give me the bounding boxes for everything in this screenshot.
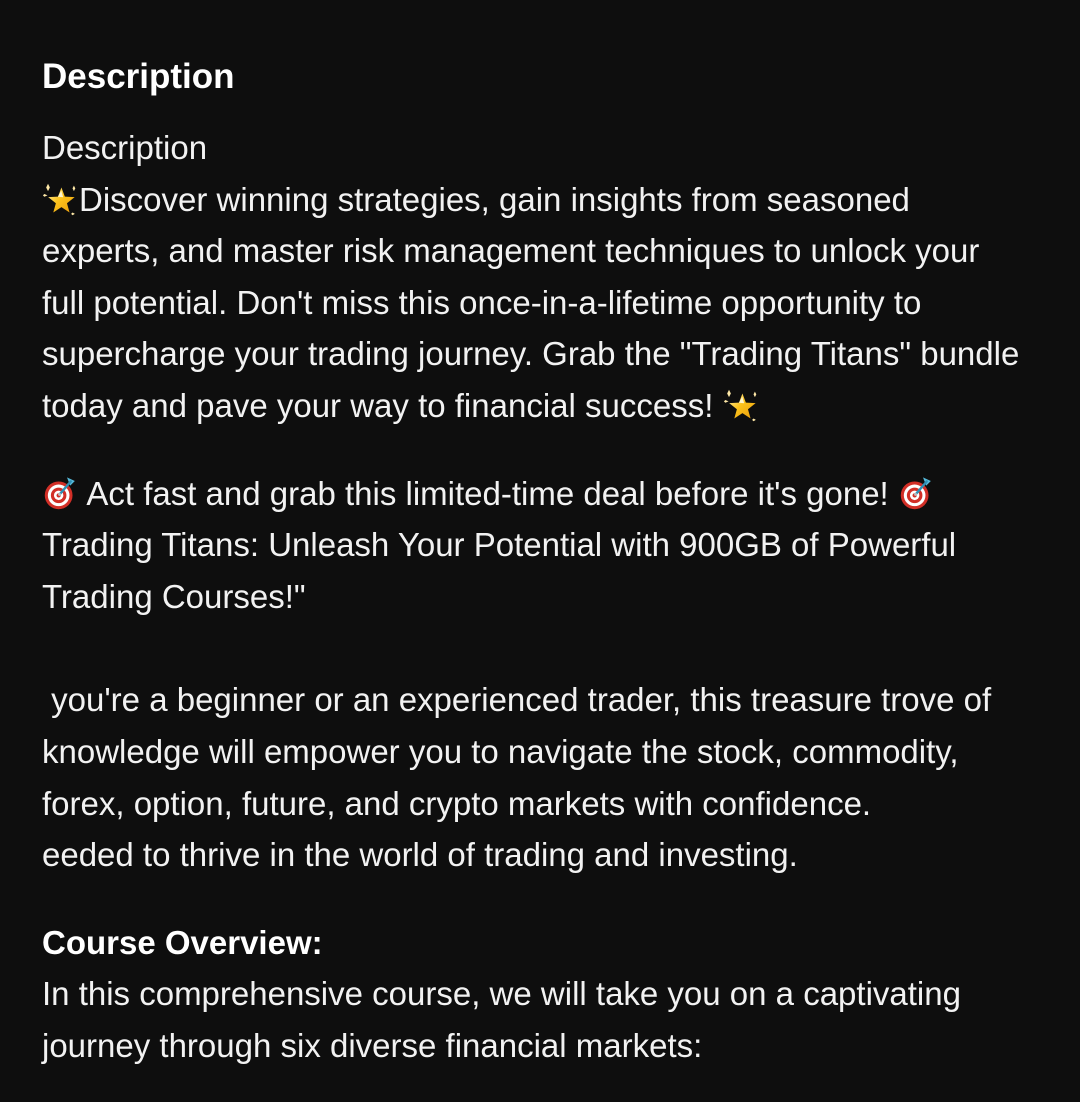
text-line: Description: [42, 129, 208, 166]
glowing-star-emoji: [42, 181, 79, 218]
target-emoji: [42, 475, 79, 512]
text-line: forex, option, future, and crypto markets with confidence.: [42, 784, 872, 822]
text-line: you're a beginner or an experienced trader, this treasure trove of: [42, 681, 992, 719]
paragraph-course-overview: [42, 917, 1038, 1072]
target-emoji: [898, 475, 935, 512]
paragraph-audience: [42, 674, 1038, 880]
text-line: Trading Courses!": [42, 577, 306, 615]
page-title: Description: [42, 57, 235, 96]
text-line: Discover winning strategies, gain insights from seasoned: [42, 174, 1038, 226]
course-overview-heading: Course Overview:: [42, 923, 323, 961]
text-line: Trading Titans: Unleash Your Potential with 900GB of Powerful: [42, 526, 957, 564]
text-line: full potential. Don't miss this once-in-a-lifetime opportunity to: [42, 283, 922, 321]
glowing-star-emoji: [723, 387, 760, 424]
text-line: Act fast and grab this limited-time deal before it's gone!: [42, 468, 1038, 520]
text-line: journey through six diverse financial markets:: [42, 1026, 703, 1064]
text-line: today and pave your way to financial success!: [42, 380, 1038, 432]
text-line: supercharge your trading journey. Grab the "Trading Titans" bundle: [42, 335, 1020, 373]
paragraph-cta: [42, 468, 1038, 623]
text-line: experts, and master risk management techniques to unlock your: [42, 232, 980, 270]
text-line: In this comprehensive course, we will take you on a captivating: [42, 975, 961, 1013]
text-line: eeded to thrive in the world of trading and investing.: [42, 836, 798, 874]
text-line: knowledge will empower you to navigate the stock, commodity,: [42, 732, 959, 770]
paragraph-intro: [42, 122, 1038, 432]
